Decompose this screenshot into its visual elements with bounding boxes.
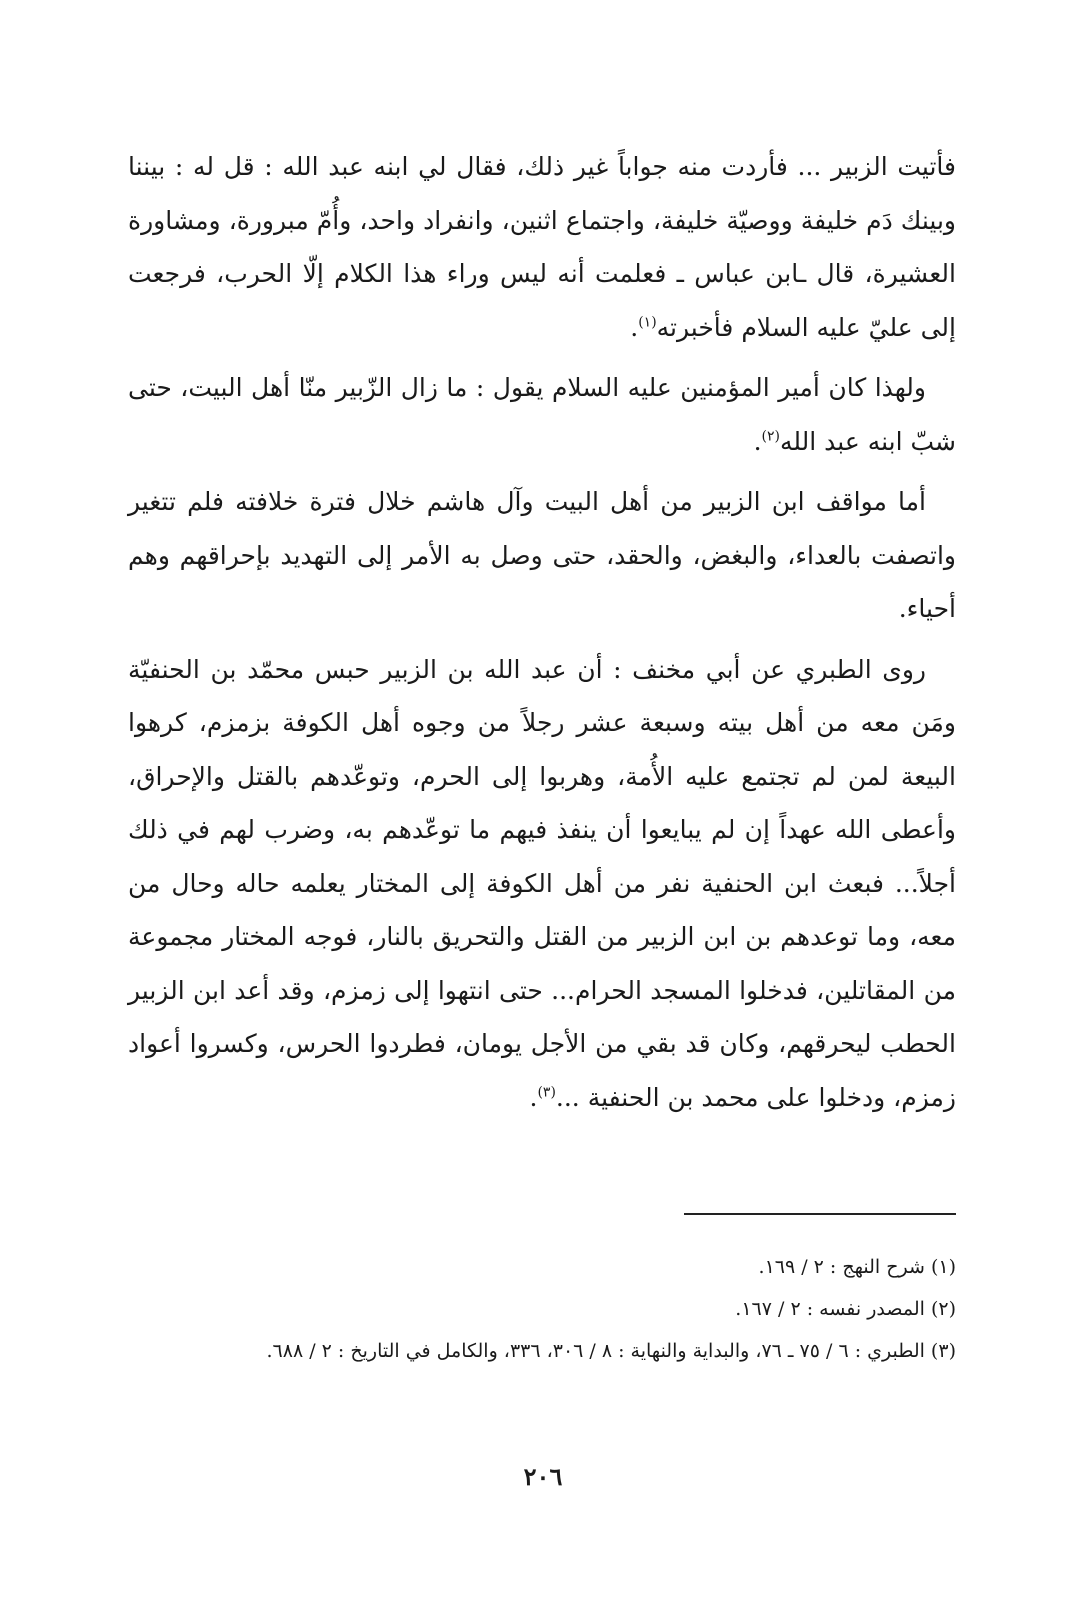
paragraph-1-end: . xyxy=(630,312,639,342)
paragraph-4 xyxy=(128,643,956,1125)
paragraph-2-end: . xyxy=(753,426,762,456)
paragraph-3 xyxy=(128,475,956,636)
footnote-3: (٣) الطبري : ٦ / ٧٥ ـ ٧٦، والبداية والنهاية : ٨ / ٣٠٦، ٣٣٦، والكامل في التاريخ : ٢ / ٦٨٨. xyxy=(266,1340,956,1362)
paragraph-2-text: ولهذا كان أمير المؤمنين عليه السلام يقول : ما زال الزّبير منّا أهل البيت، حتى شبّ ابنه عبد الله xyxy=(128,373,956,456)
paragraph-4-end: . xyxy=(529,1082,538,1112)
footnote-2: (٢) المصدر نفسه : ٢ / ١٦٧. xyxy=(735,1298,956,1320)
footnotes xyxy=(128,1246,956,1372)
paragraph-2 xyxy=(128,361,956,468)
paragraph-3-text: أما مواقف ابن الزبير من أهل البيت وآل هاشم خلال فترة خلافته فلم تتغير واتصفت بالعداء، والبغض، والحقد، حتى وصل به الأمر إلى التهديد بإحراقهم وهم أحياء. xyxy=(128,487,956,623)
page-number: ٢٠٦ xyxy=(523,1462,563,1491)
footnote-separator xyxy=(684,1213,956,1215)
paragraph-4-text: روى الطبري عن أبي مخنف : أن عبد الله بن الزبير حبس محمّد بن الحنفيّة ومَن معه من أهل بيته وسبعة عشر رجلاً من وجوه أهل الكوفة بزمزم، كرهوا البيعة لمن لم تجتمع عليه الأُمة، وهربوا إلى الحرم، وتوعّدهم بالقتل والإحراق، وأعطى الله عهداً إن لم يبايعوا أن ينفذ فيهم ما توعّدهم به، وضرب لهم في ذلك أجلاً... فبعث ابن الحنفية نفر من أهل الكوفة إلى المختار يعلمه حاله وحال من معه، وما توعدهم بن ابن الزبير من القتل والتحريق بالنار، فوجه المختار مجموعة من المقاتلين، فدخلوا المسجد الحرام... حتى انتهوا إلى زمزم، وقد أعد ابن الزبير الحطب ليحرقهم، وكان قد بقي من الأجل يومان، فطردوا الحرس، وكسروا أعواد زمزم، ودخلوا على محمد بن الحنفية ... xyxy=(128,654,956,1112)
paragraph-1-text: فأتيت الزبير ... فأردت منه جواباً غير ذلك، فقال لي ابنه عبد الله : قل له : بيننا وبينك دَم خليفة ووصيّة خليفة، واجتماع اثنين، وانفراد واحد، وأُمّ مبرورة، ومشاورة العشيرة، قال ـابن عباس ـ فعلمت أنه ليس وراء هذا الكلام إلّا الحرب، فرجعت إلى عليّ عليه السلام فأخبرته xyxy=(128,152,956,342)
paragraph-1 xyxy=(128,140,956,354)
main-text xyxy=(128,140,956,1124)
footnote-ref-3[interactable]: (٣) xyxy=(537,1084,556,1101)
footnote-ref-2[interactable]: (٢) xyxy=(761,428,780,445)
footnote-ref-1[interactable]: (١) xyxy=(638,314,657,331)
footnote-1: (١) شرح النهج : ٢ / ١٦٩. xyxy=(758,1256,956,1278)
